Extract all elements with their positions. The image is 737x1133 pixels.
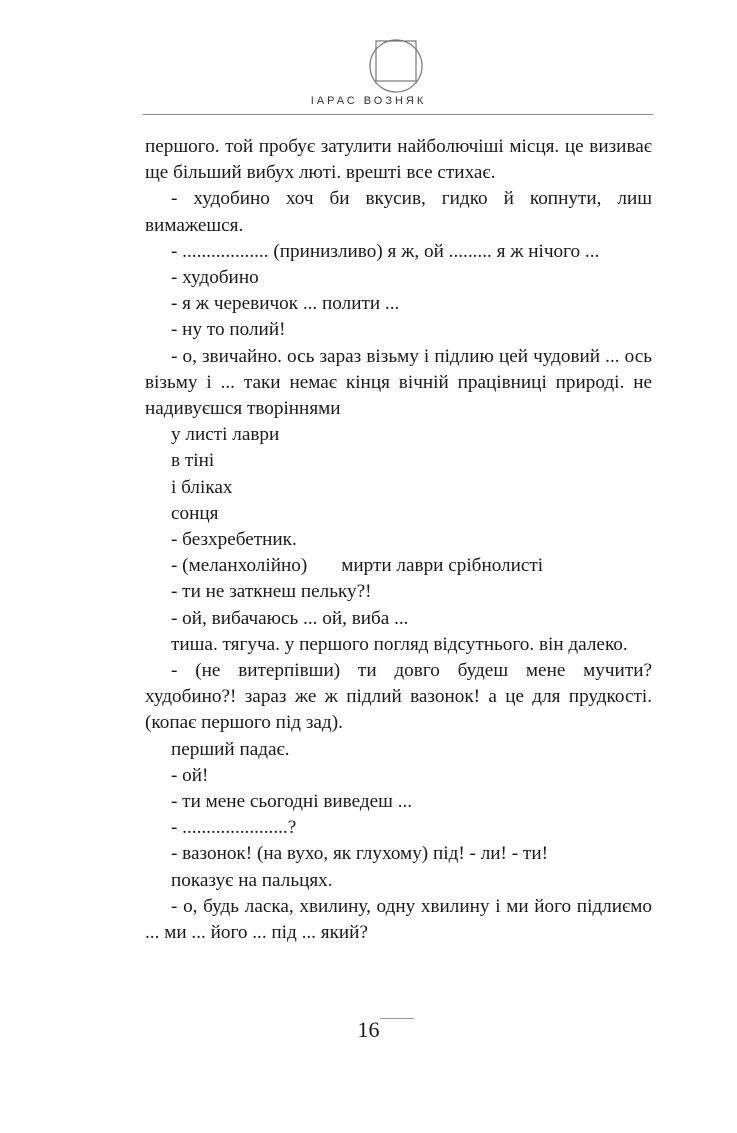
dialogue-line: - (не витерпівши) ти довго будеш мене мучити? худобино?! зараз же ж підлий вазонок! а це для прудкості. (копає першого під зад).	[145, 660, 652, 734]
dialogue-line: - о, будь ласка, хвилину, одну хвилину і ми його підлиємо ... ми ... його ... під ... який?	[145, 895, 652, 944]
circle-square-logo-icon	[368, 38, 424, 94]
dialogue-line: - вазонок! (на вухо, як глухому) під! - ли! - ти!	[171, 843, 548, 865]
stage-direction-paragraph: перший падає.	[171, 738, 290, 760]
dialogue-line: - ой, вибачаюсь ... ой, виба ...	[171, 607, 409, 629]
header-divider	[143, 114, 653, 115]
stage-direction-paragraph: показує на пальцях.	[171, 869, 333, 891]
stage-direction: - (меланхолійно)	[171, 555, 308, 577]
dialogue-line	[145, 553, 652, 579]
dialogue-line: - ......................?	[171, 817, 297, 839]
dialogue-text: мирти лаври срібнолисті	[341, 555, 544, 577]
dialogue-line: - худобино	[171, 267, 259, 289]
verse-line: сонця	[171, 502, 219, 524]
verse-line: в тіні	[171, 450, 215, 472]
paragraph: першого. той пробує затулити найболючіші місця. це визиває ще більший вибух люті. врешті все стихає.	[145, 136, 652, 184]
page-number: 16	[357, 1017, 380, 1042]
dialogue-line: - ой!	[171, 764, 209, 786]
dialogue-line: - я ж черевичок ... полити ...	[171, 293, 400, 315]
dialogue-line: - .................. (принизливо) я ж, ой ......... я ж нічого ...	[171, 240, 600, 262]
page-body	[145, 134, 652, 946]
dialogue-line: - безхребетник.	[171, 529, 297, 551]
dialogue-line: - худобино хоч би вкусив, гидко й копнути, лиш вимажешся.	[145, 188, 652, 236]
dialogue-line: - ти мене сьогодні виведеш ...	[171, 791, 413, 813]
dialogue-line: - о, звичайно. ось зараз візьму і підлию цей чудовий ... ось візьму і ... таки немає кінця вічній працівниці природі. не надивуєшся творіннями	[145, 345, 652, 420]
verse-line: і бліках	[171, 476, 233, 498]
verse-line: у листі лаври	[171, 424, 280, 446]
running-header-author: ІАРАС ВОЗНЯК	[310, 95, 427, 107]
dialogue-line: - ти не заткнеш пельку?!	[171, 581, 372, 603]
dialogue-line: - ну то полий!	[171, 319, 286, 341]
stage-direction-paragraph: тиша. тягуча. у першого погляд відсутнього. він далеко.	[171, 633, 628, 655]
